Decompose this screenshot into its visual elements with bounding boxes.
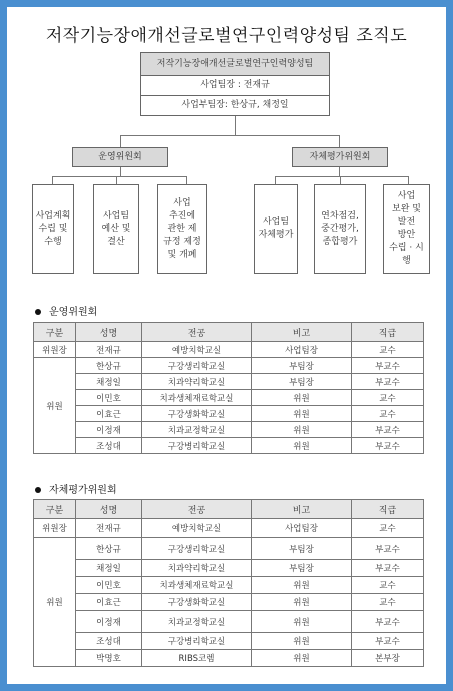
table-cell: 위원 <box>252 650 352 667</box>
table-cell: 한상규 <box>76 358 142 374</box>
table-cell: 치과약리학교실 <box>142 374 252 390</box>
table-cell: 전재규 <box>76 342 142 358</box>
table-cell: 부교수 <box>352 374 424 390</box>
header-cell: 구분 <box>34 323 76 342</box>
header-cell: 성명 <box>76 323 142 342</box>
table-row <box>34 406 424 422</box>
table-cell: RIBS코렘 <box>142 650 252 667</box>
table-cell: 부교수 <box>352 633 424 650</box>
table-row <box>34 519 424 538</box>
table-cell: 한상규 <box>76 538 142 560</box>
table-row <box>34 374 424 390</box>
table-cell: 치과교정학교실 <box>142 422 252 438</box>
table-cell: 이민호 <box>76 390 142 406</box>
table-cell: 위원 <box>252 633 352 650</box>
table-cell: 부교수 <box>352 422 424 438</box>
connector-line <box>235 116 236 136</box>
table-cell: 본부장 <box>352 650 424 667</box>
table-cell: 위원 <box>252 406 352 422</box>
table-cell: 부팀장 <box>252 358 352 374</box>
connector-line <box>339 135 340 147</box>
org-top-box: 저작기능장애개선글로벌연구인력양성팀 <box>140 52 330 76</box>
table-cell: 예방치학교실 <box>142 342 252 358</box>
table-cell: 부팀장 <box>252 560 352 577</box>
table-cell: 사업팀장 <box>252 342 352 358</box>
table-cell: 이정재 <box>76 611 142 633</box>
table-cell: 이효근 <box>76 594 142 611</box>
table-cell: 위원 <box>252 422 352 438</box>
connector-line <box>408 176 409 184</box>
connector-line <box>186 176 187 184</box>
table-row <box>34 633 424 650</box>
table-cell: 채정일 <box>76 560 142 577</box>
org-deputy-box: 사업부팀장: 한상규, 채정일 <box>140 95 330 116</box>
section-heading-evaluation <box>35 481 117 496</box>
table-cell: 위원 <box>252 577 352 594</box>
section-heading-operation <box>35 303 97 318</box>
operation-committee-table <box>33 322 424 454</box>
table-cell: 위원 <box>252 594 352 611</box>
connector-line <box>116 176 117 184</box>
table-cell: 치과약리학교실 <box>142 560 252 577</box>
table-row <box>34 594 424 611</box>
section-heading-text: 운영위원회 <box>49 307 98 318</box>
org-leader-box: 사업팀장 : 전재규 <box>140 75 330 96</box>
table-cell: 위원장 <box>34 519 76 538</box>
connector-line <box>120 135 339 136</box>
sub-box-self-eval: 사업팀 자체평가 <box>254 184 298 274</box>
connector-line <box>52 176 186 177</box>
table-cell: 위원 <box>252 611 352 633</box>
connector-line <box>275 176 408 177</box>
header-cell: 구분 <box>34 500 76 519</box>
connector-line <box>275 176 276 184</box>
sub-box-plan: 사업계획 수립 및 수행 <box>32 184 74 274</box>
table-cell: 구강생리학교실 <box>142 538 252 560</box>
header-cell: 성명 <box>76 500 142 519</box>
sub-box-improvement: 사업 보완 및 발전 방안 수립 · 시 행 <box>383 184 430 274</box>
header-cell: 비고 <box>252 323 352 342</box>
table-row <box>34 577 424 594</box>
table-cell: 구강생리학교실 <box>142 358 252 374</box>
table-cell: 치과교정학교실 <box>142 611 252 633</box>
table-cell: 구강생화학교실 <box>142 594 252 611</box>
connector-line <box>52 176 53 184</box>
table-header-row <box>34 500 424 519</box>
table-cell: 부교수 <box>352 611 424 633</box>
table-row <box>34 390 424 406</box>
table-row <box>34 650 424 667</box>
committee-operation-box: 운영위원회 <box>72 147 168 167</box>
table-cell: 위원 <box>252 438 352 454</box>
table-cell: 위원장 <box>34 342 76 358</box>
table-cell: 교수 <box>352 519 424 538</box>
table-cell: 교수 <box>352 342 424 358</box>
table-row <box>34 611 424 633</box>
committee-evaluation-box: 자체평가위원회 <box>292 147 388 167</box>
table-cell: 구강생화학교실 <box>142 406 252 422</box>
section-heading-text: 자체평가위원회 <box>49 485 117 496</box>
table-header-row <box>34 323 424 342</box>
table-cell: 부교수 <box>352 560 424 577</box>
header-cell: 전공 <box>142 500 252 519</box>
table-cell: 교수 <box>352 390 424 406</box>
bullet-icon <box>35 309 41 315</box>
table-cell: 치과생체재료학교실 <box>142 390 252 406</box>
table-cell: 이효근 <box>76 406 142 422</box>
table-cell: 이정재 <box>76 422 142 438</box>
connector-line <box>340 176 341 184</box>
table-cell: 채정일 <box>76 374 142 390</box>
table-cell: 위원 <box>34 358 76 454</box>
table-cell: 구강병리학교실 <box>142 633 252 650</box>
table-cell: 박명호 <box>76 650 142 667</box>
connector-line <box>120 135 121 147</box>
table-cell: 조성대 <box>76 633 142 650</box>
sub-box-annual-review: 연차점검, 중간평가, 종합평가 <box>314 184 366 274</box>
sub-box-budget: 사업팀 예산 및 결산 <box>93 184 139 274</box>
table-cell: 교수 <box>352 594 424 611</box>
table-cell: 부교수 <box>352 438 424 454</box>
evaluation-committee-table <box>33 499 424 667</box>
table-cell: 예방치학교실 <box>142 519 252 538</box>
page-title: 저작기능장애개선글로벌연구인력양성팀 조직도 <box>45 26 408 46</box>
table-row <box>34 538 424 560</box>
bullet-icon <box>35 487 41 493</box>
table-cell: 교수 <box>352 577 424 594</box>
table-cell: 부교수 <box>352 538 424 560</box>
sub-box-rules: 사업 추진에 관한 제 규정 제정 및 개폐 <box>157 184 207 274</box>
table-cell: 교수 <box>352 406 424 422</box>
header-cell: 직급 <box>352 500 424 519</box>
table-row <box>34 342 424 358</box>
table-cell: 이민호 <box>76 577 142 594</box>
table-cell: 치과생체재료학교실 <box>142 577 252 594</box>
table-cell: 부교수 <box>352 358 424 374</box>
table-cell: 위원 <box>252 390 352 406</box>
table-row <box>34 438 424 454</box>
table-row <box>34 560 424 577</box>
header-cell: 비고 <box>252 500 352 519</box>
document-page <box>7 7 446 684</box>
header-cell: 전공 <box>142 323 252 342</box>
table-cell: 조성대 <box>76 438 142 454</box>
table-row <box>34 358 424 374</box>
table-row <box>34 422 424 438</box>
header-cell: 직급 <box>352 323 424 342</box>
table-cell: 전재규 <box>76 519 142 538</box>
table-cell: 구강병리학교실 <box>142 438 252 454</box>
table-cell: 사업팀장 <box>252 519 352 538</box>
table-cell: 부팀장 <box>252 374 352 390</box>
table-cell: 부팀장 <box>252 538 352 560</box>
table-cell: 위원 <box>34 538 76 667</box>
